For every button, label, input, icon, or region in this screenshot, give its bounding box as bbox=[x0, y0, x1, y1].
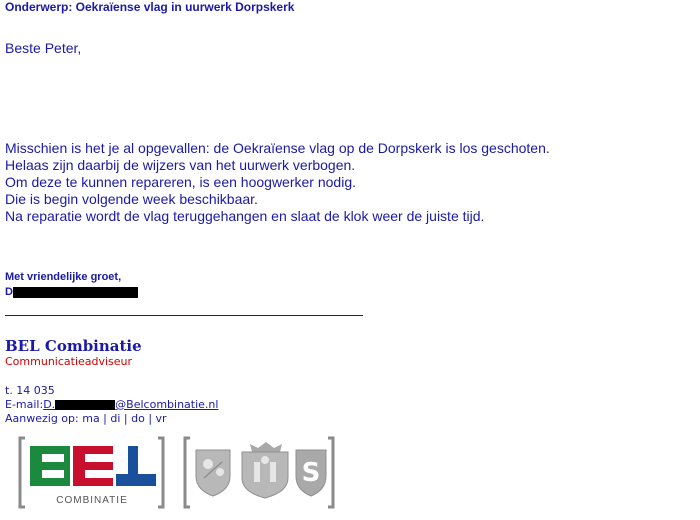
signature-divider bbox=[5, 315, 363, 316]
logos-svg bbox=[18, 436, 338, 511]
availability: Aanwezig op: ma | di | do | vr bbox=[5, 412, 167, 425]
bel-logo bbox=[20, 438, 163, 507]
sender-name-visible: D bbox=[5, 286, 13, 298]
company-name: BEL Combinatie bbox=[5, 337, 142, 355]
flower-crest-icon bbox=[196, 450, 230, 496]
email-prefix: D. bbox=[43, 398, 56, 411]
signoff bbox=[5, 270, 138, 300]
body-line: Die is begin volgende week beschikbaar. bbox=[5, 191, 258, 207]
municipal-crests bbox=[185, 438, 333, 507]
body-line: Misschien is het je al opgevallen: de Oekraïense vlag op de Dorpskerk is los geschoten. bbox=[5, 140, 550, 156]
castle-crest-icon bbox=[242, 442, 288, 498]
email-link[interactable] bbox=[43, 398, 218, 412]
body-line: Om deze te kunnen repareren, is een hoogwerker nodig. bbox=[5, 174, 356, 190]
email-greeting: Beste Peter, bbox=[5, 40, 82, 56]
crest-letter-s: S bbox=[301, 458, 321, 488]
bel-e-block bbox=[73, 446, 113, 486]
email-body bbox=[5, 140, 550, 225]
body-line: Helaas zijn daarbij de wijzers van het uurwerk verbogen. bbox=[5, 157, 356, 173]
email-redaction-bar bbox=[55, 400, 115, 410]
closing-text: Met vriendelijke groet, bbox=[5, 271, 122, 283]
email-label: E-mail: bbox=[5, 398, 44, 411]
contact-block bbox=[5, 384, 218, 426]
phone-number: t. 14 035 bbox=[5, 384, 55, 397]
bel-logo-text: COMBINATIE bbox=[56, 495, 128, 506]
email-suffix: @Belcombinatie.nl bbox=[115, 398, 219, 411]
logo-strip bbox=[18, 436, 338, 511]
bel-b-block bbox=[30, 446, 70, 486]
body-line: Na reparatie wordt de vlag teruggehangen en slaat de klok weer de juiste tijd. bbox=[5, 208, 485, 224]
email-line bbox=[5, 398, 218, 412]
letter-s-crest-icon bbox=[296, 450, 326, 496]
email-subject: Onderwerp: Oekraïense vlag in uurwerk Dorpskerk bbox=[5, 0, 295, 14]
sender-name bbox=[5, 285, 138, 300]
redaction-bar bbox=[13, 287, 138, 298]
job-title: Communicatieadviseur bbox=[5, 355, 133, 368]
